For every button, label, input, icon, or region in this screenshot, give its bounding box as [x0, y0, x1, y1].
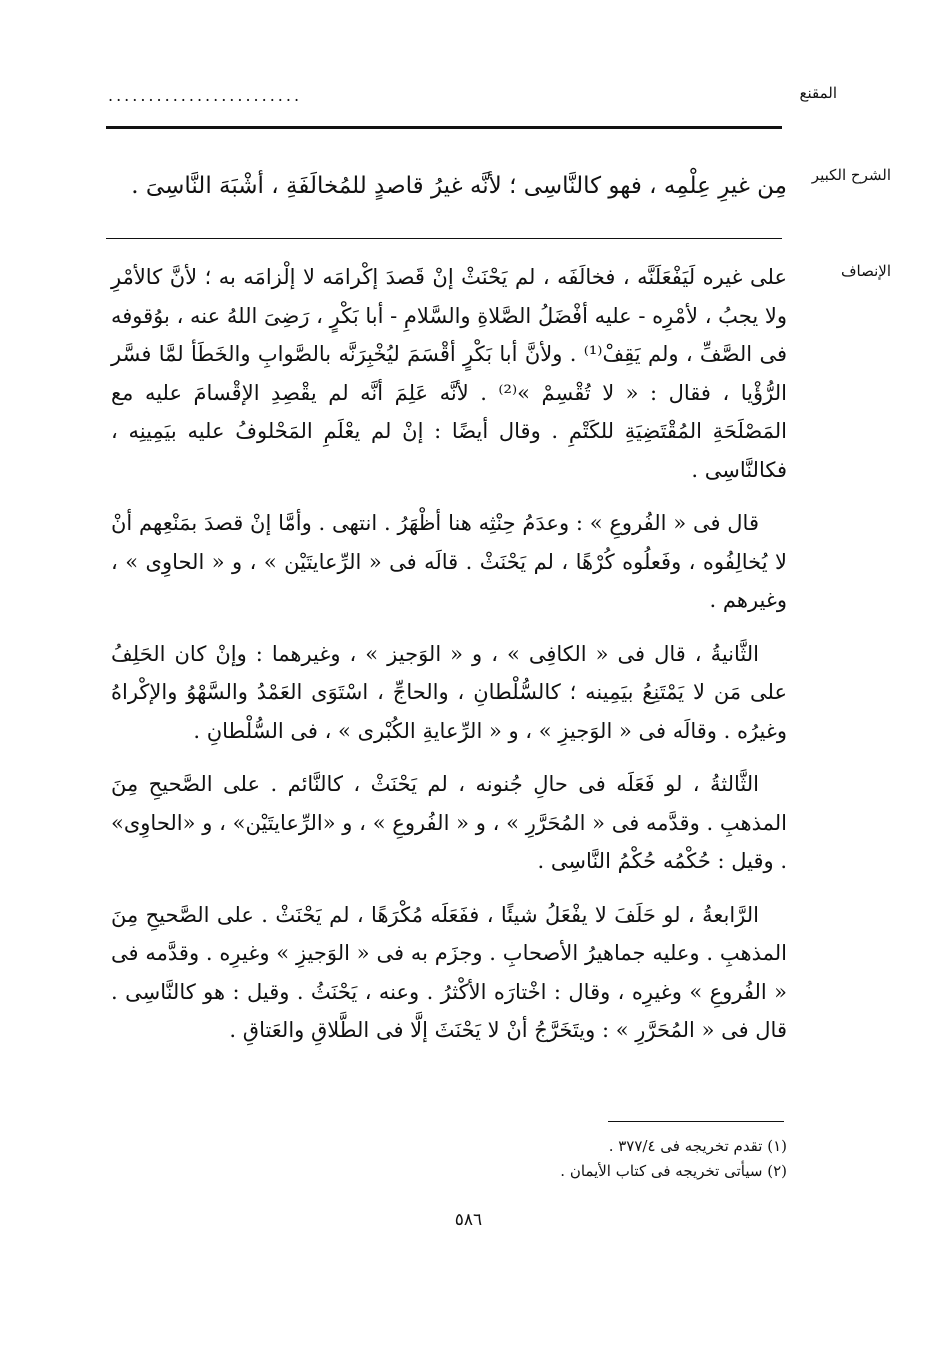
section-divider-rule: [106, 238, 782, 239]
insaf-paragraph: على غيره لَيَفْعَلَنَّه ، فخالَفَه ، لم يَحْنَثْ إنْ قَصدَ إكْرامَه لا إلْزامَه به ؛ لأنَّ كالأمْرِ ولا يجبُ ، لأمْرِه - عليه أفْضَلُ الصَّلاةِ والسَّلامِ - أبا بَكْرٍ ، رَضِىَ اللهُ عنه ، بوُقوفه فى الصَّفِّ ، ولم يَقِفْ⁽¹⁾ . ولأنَّ أبا بَكْرٍ أقْسَمَ ليُخْبِرَنَّه بالصَّوابِ والخَطَأ لمَّا فسَّر الرُّؤْيا ، فقال : « لا تُقْسِمْ »⁽²⁾ . لأنَّه عَلِمَ أنَّه لم يقْصِدِ الإقْسامَ عليه مع المَصْلَحَةِ المُقْتَضِيَةِ للكَتْمِ . وقال أيضًا : إنْ لم يعْلَمِ المَحْلوفُ عليه بيَمِينِه ، فكالنَّاسِى .: [111, 265, 787, 482]
running-title: المقنع: [799, 84, 837, 102]
header-rule: [106, 126, 782, 129]
insaf-paragraph: الثَّالثةُ ، لو فَعَلَه فى حالِ جُنونه ، لم يَحْنَثْ ، كالنَّائم . على الصَّحيحِ مِنَ المذهبِ . وقدَّمه فى « المُحَرَّرِ » ، و « الفُروعِ » ، و «الرِّعايتَيْن» ، و «الحاوِى» . وقيل : حُكْمُه حُكْمُ النَّاسِى .: [111, 772, 787, 873]
insaf-body: [111, 258, 787, 1065]
footnote-2: (٢) سيأتى تخريجه فى كتاب الأيمان .: [560, 1162, 787, 1180]
insaf-paragraph: قال فى « الفُروعِ » : وعدَمُ حِنْثِه هنا أظْهَرُ . انتهى . وأمَّا إنْ قصدَ بمَنْعِهم أنْ لا يُخالِفُوه ، وفَعلُوه كُرْهًا ، لم يَحْنَثْ . قالَه فى « الرِّعايتَيْن » ، و « الحاوِى » ، وغيرهم .: [111, 511, 787, 612]
page-number: ٥٨٦: [454, 1210, 483, 1230]
sharh-margin-label: الشرح الكبير: [811, 166, 891, 184]
insaf-paragraph: الرَّابعةُ ، لو حَلَفَ لا يفْعَلُ شيئًا ، ففَعَلَه مُكْرَهًا ، لم يَحْنَثْ . على الصَّحيحِ مِنَ المذهبِ . وعليه جماهيرُ الأصحابِ . وجزَم به فى « الوَجيزِ » وغيرِه . وقدَّمه فى « الفُروعِ » وغيرِه ، وقال : اخْتارَه الأكْثرُ . وعنه ، يَحْنَثُ . وقيل : هو كالنَّاسِى . قال فى « المُحَرَّرِ » : ويتَخَرَّجُ أنْ لا يَحْنَثَ إلَّا فى الطَّلاقِ والعَتاقِ .: [111, 902, 787, 1042]
insaf-paragraph: الثَّانيةُ ، قال فى « الكافِى » ، و « الوَجيز » ، وغيرهما : وإنْ كان الحَلِفُ على مَن لا يَمْتَنِعُ بيَمِينه ؛ كالسُّلْطانِ ، والحاجِّ ، اسْتَوَى العَمْدُ والسَّهْوُ والإكْراهُ وغيرُه . وقالَه فى « الوَجيزِ » ، و « الرِّعايةِ الكُبْرى » ، فى السُّلْطانِ .: [111, 641, 787, 743]
footnote-1: (١) تقدم تخريجه فى ٣٧٧/٤ .: [608, 1137, 787, 1155]
footnotes: [111, 1134, 787, 1184]
header-dotted-leader: ........................: [108, 86, 303, 105]
sharh-text: مِن غيرِ عِلْمِه ، فهو كالنَّاسِى ؛ لأنَّه غيرُ قاصدٍ للمُخالَفَةِ ، أشْبَهَ النَّاسِىَ .: [131, 173, 787, 199]
insaf-margin-label: الإنصاف: [840, 262, 891, 280]
footnote-rule: [608, 1121, 784, 1122]
